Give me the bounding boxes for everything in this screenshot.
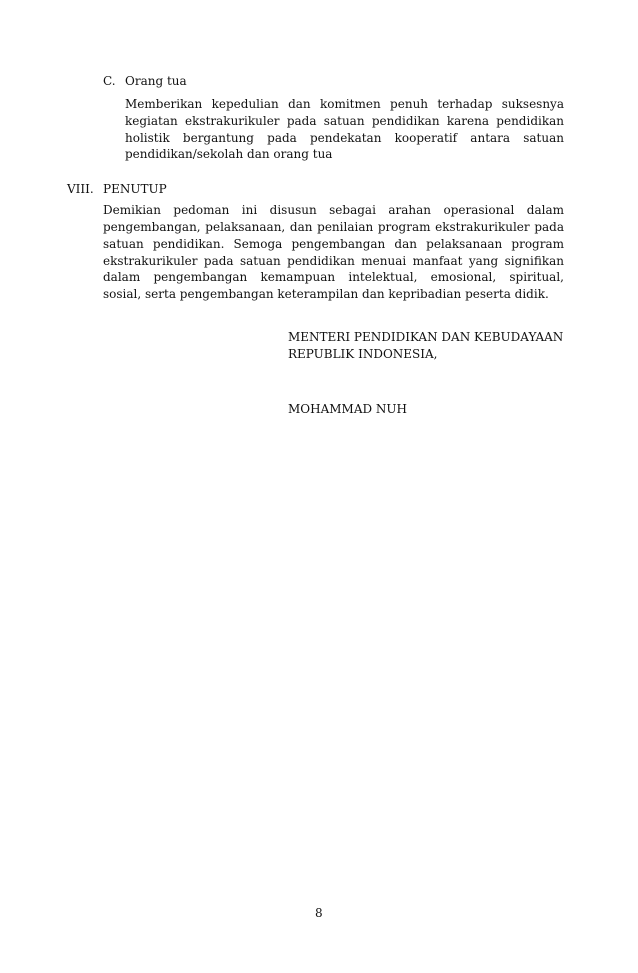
section-c-heading: Orang tua — [125, 74, 187, 88]
section-c-line-1: Memberikan kepedulian dan komitmen penuh terhadap suksesnya — [125, 97, 564, 111]
section-c-line-2: kegiatan ekstrakurikuler pada satuan pendidikan karena pendidikan — [125, 114, 564, 128]
section-c-marker: C. — [103, 74, 116, 88]
section-viii-line-5: dalam pengembangan kemampuan intelektual, emosional, spiritual, — [103, 270, 564, 284]
section-viii-line-4: ekstrakurikuler pada satuan pendidikan menuai manfaat yang signifikan — [103, 254, 564, 268]
section-viii-heading: PENUTUP — [103, 182, 167, 196]
section-c-line-4: pendidikan/sekolah dan orang tua — [125, 147, 333, 161]
page-number: 8 — [315, 906, 323, 920]
section-viii-line-3: satuan pendidikan. Semoga pengembangan dan pelaksanaan program — [103, 237, 564, 251]
section-viii-marker: VIII. — [67, 182, 94, 196]
signature-title-line-1: MENTERI PENDIDIKAN DAN KEBUDAYAAN — [288, 330, 564, 344]
section-viii-line-6: sosial, serta pengembangan keterampilan dan kepribadian peserta didik. — [103, 287, 549, 301]
signature-title-line-2: REPUBLIK INDONESIA, — [288, 347, 438, 361]
signature-name: MOHAMMAD NUH — [288, 402, 408, 416]
section-c-line-3: holistik bergantung pada pendekatan kooperatif antara satuan — [125, 131, 564, 145]
section-viii-line-2: pengembangan, pelaksanaan, dan penilaian program ekstrakurikuler pada — [103, 220, 564, 234]
section-viii-line-1: Demikian pedoman ini disusun sebagai arahan operasional dalam — [103, 203, 564, 217]
